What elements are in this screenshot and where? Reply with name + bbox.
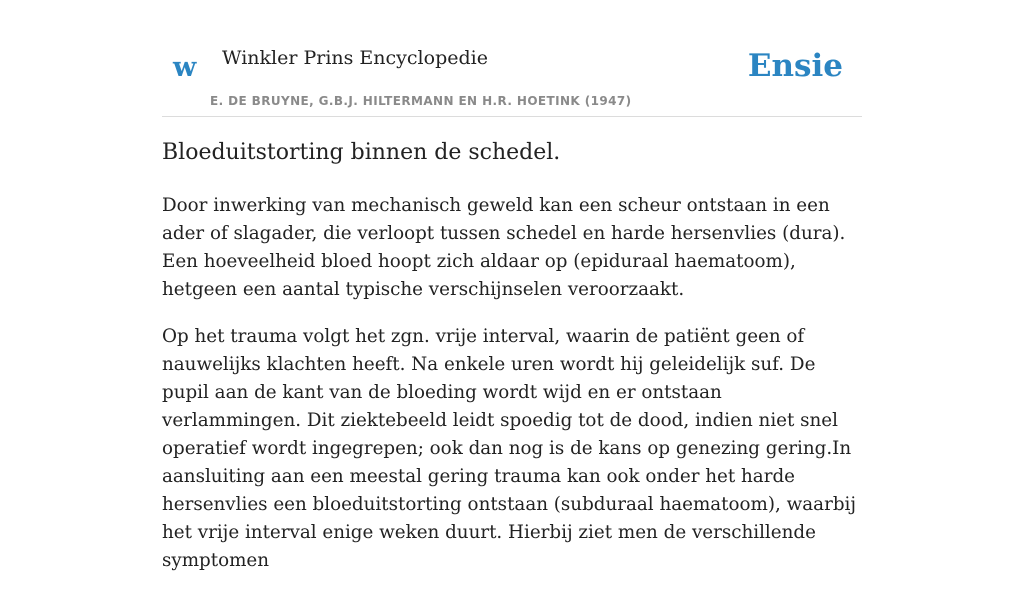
- article-title: Bloeduitstorting binnen de schedel.: [162, 140, 561, 165]
- article-paragraph: Op het trauma volgt het zgn. vrije interval, waarin de patiënt geen of nauwelijks klachten heeft. Na enkele uren wordt hij geleidelijk suf. De pupil aan de kant van de bloeding wordt wijd en er ontstaan verlammingen. Dit ziektebeeld leidt spoedig tot de dood, indien niet snel operatief wordt ingegrepen; ook dan nog is de kans op genezing gering.In aansluiting aan een meestal gering trauma kan ook onder het harde hersenvlies een bloeduitstorting ontstaan (subduraal haematoom), waarbij het vrije interval enige weken duurt. Hierbij ziet men de verschillende symptomen: [162, 326, 857, 571]
- ensie-logo[interactable]: Ensie: [747, 48, 843, 84]
- publication-header: [162, 0, 862, 117]
- publication-authors: E. DE BRUYNE, G.B.J. HILTERMANN EN H.R. HOETINK (1947): [210, 94, 632, 108]
- article-paragraph: Door inwerking van mechanisch geweld kan een scheur ontstaan in een ader of slagader, die verloopt tussen schedel en harde hersenvlies (dura). Een hoeveelheid bloed hoopt zich aldaar op (epiduraal haematoom), hetgeen een aantal typische verschijnselen veroorzaakt.: [162, 195, 846, 300]
- winkler-prins-logo[interactable]: w: [173, 52, 197, 83]
- page-container: [162, 0, 862, 571]
- publication-title[interactable]: Winkler Prins Encyclopedie: [222, 47, 488, 69]
- article-body: [162, 192, 862, 594]
